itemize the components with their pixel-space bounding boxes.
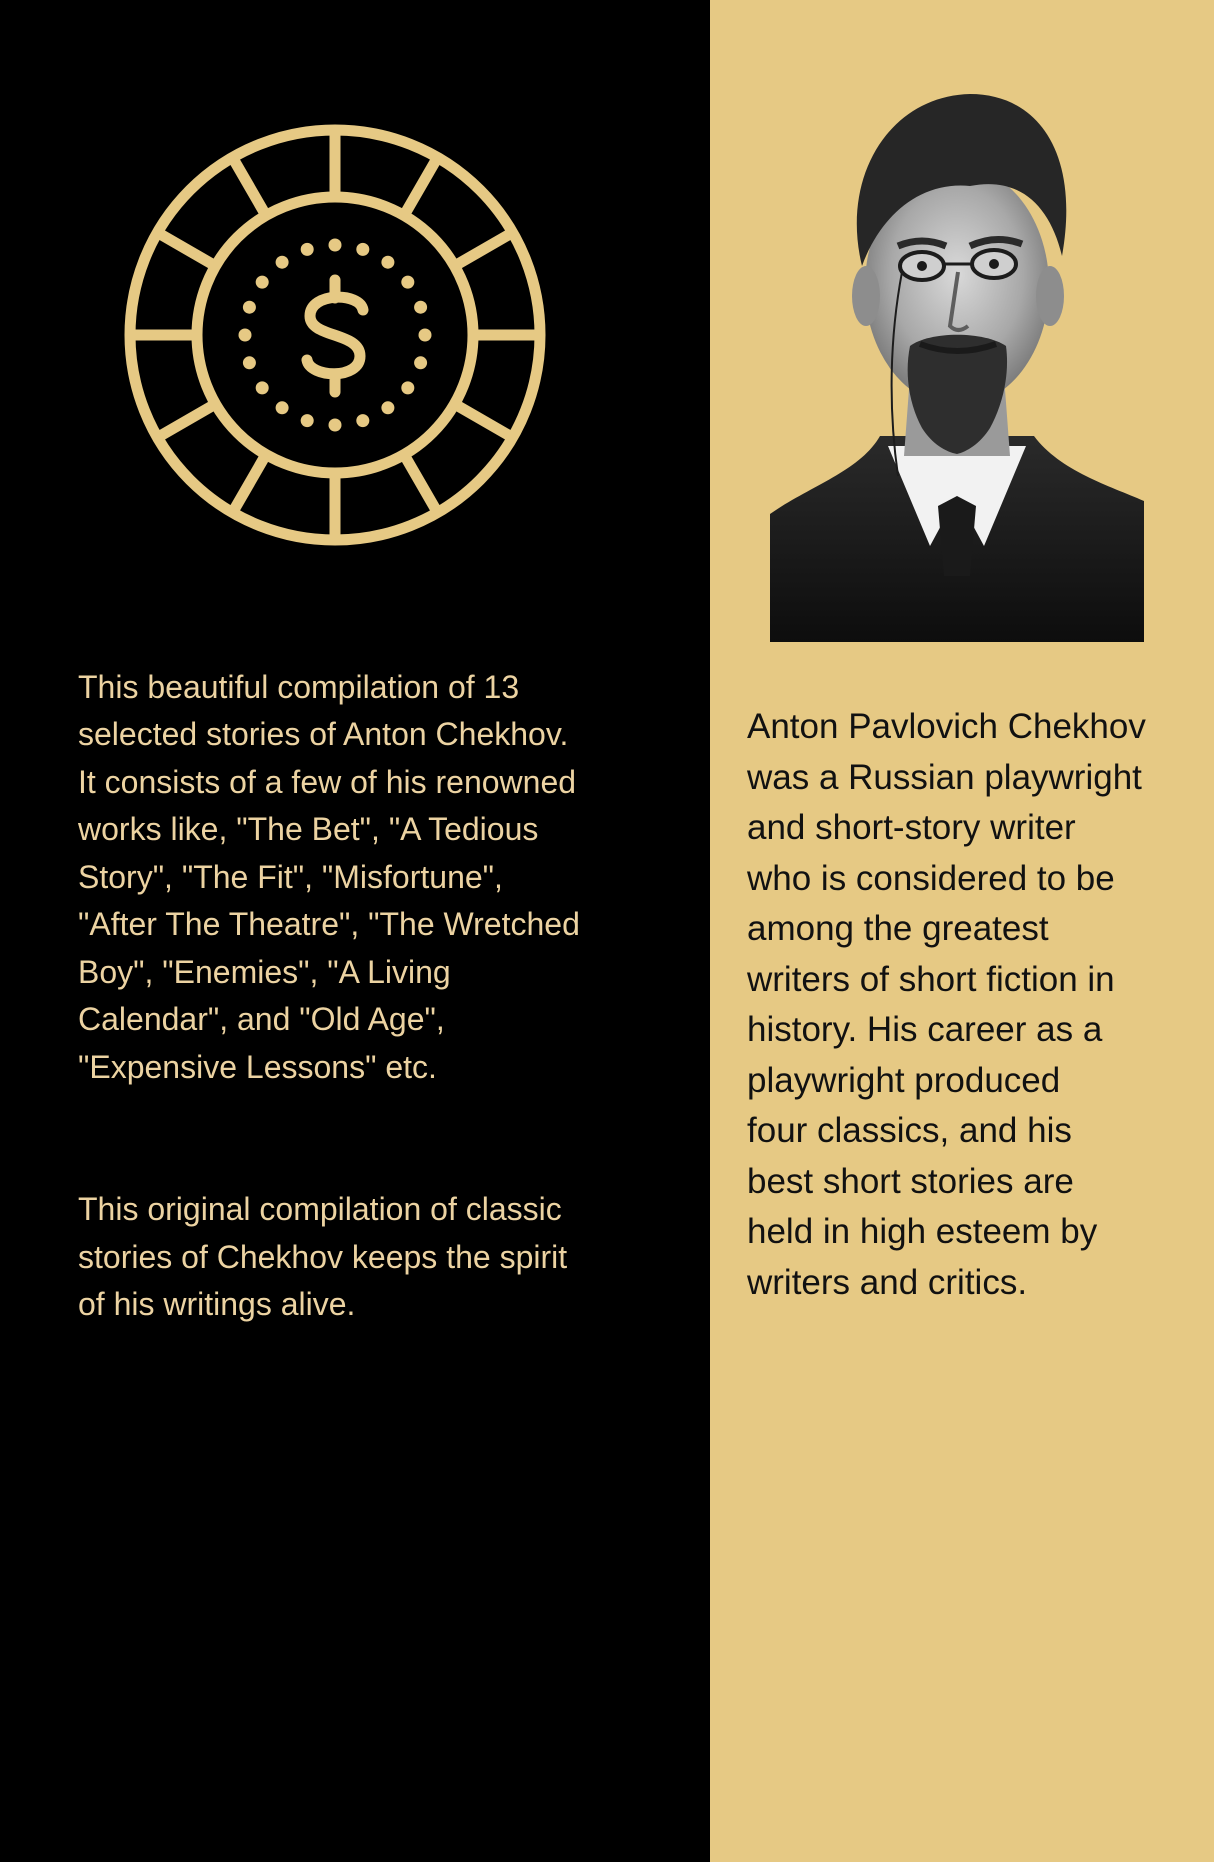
compilation-description [78,616,678,1376]
dollar-sign-icon [307,280,363,392]
anton-chekhov-portrait [770,76,1144,642]
compilation-paragraph-2: This original compilation of classic stories of Chekhov keeps the spirit of his writings alive. [78,1191,568,1322]
compilation-paragraph-1: This beautiful compilation of 13 selected stories of Anton Chekhov. It consists of a few of his renowned works like, "The Bet", "A Tedious Story", "The Fit", "Misfortune", "After The Theatre", "The Wretched Boy", "Enemies", "A Living Calendar", and "Old Age", "Expensive Lessons" etc. [78,668,580,1085]
dollar-coin-icon [120,120,550,550]
chekhov-biography: Anton Pavlovich Chekhov was a Russian playwright and short-story writer who is considered to be among the greatest writers of short fiction in history. His career as a playwright produced four classics, and his best short stories are held in high esteem by writers and critics. [747,707,1146,1302]
